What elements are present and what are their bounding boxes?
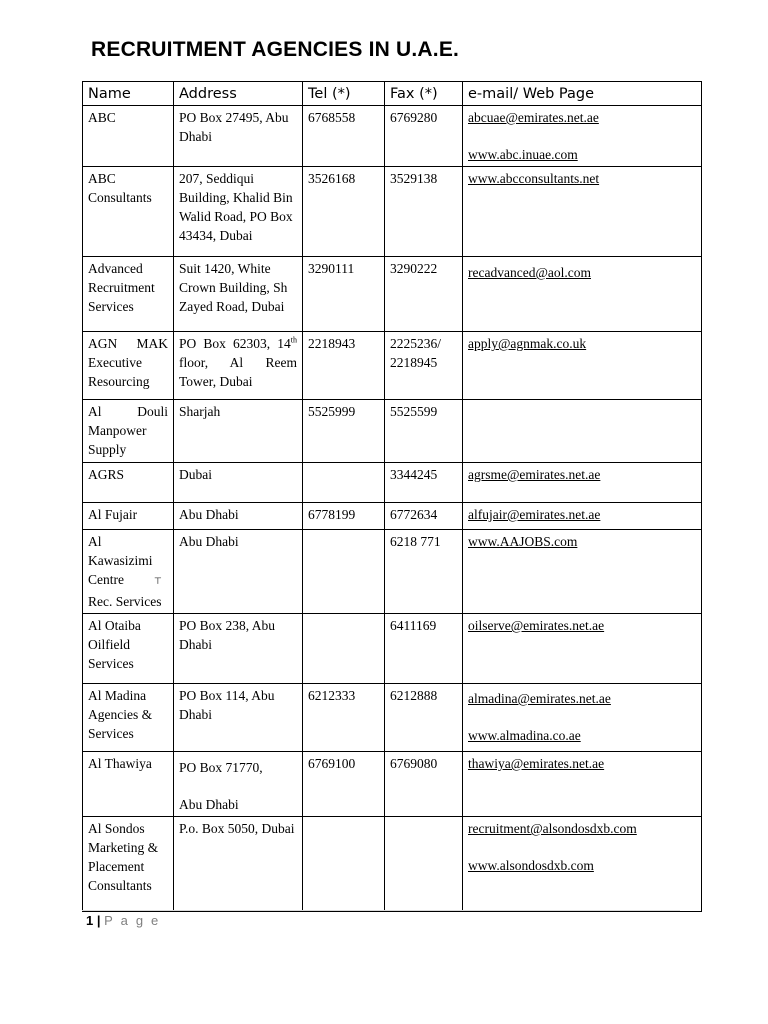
agency-address: PO Box 71770, Abu Dhabi — [174, 752, 303, 817]
agency-name: ABC — [83, 106, 174, 167]
email-link[interactable]: alfujair@emirates.net.ae — [468, 507, 601, 522]
table-row — [83, 332, 702, 400]
table-row — [83, 400, 702, 463]
agency-fax: 6772634 — [385, 503, 463, 530]
agency-web — [463, 257, 702, 332]
table-row — [83, 167, 702, 257]
page-separator: | — [96, 913, 101, 928]
agency-tel — [303, 817, 385, 912]
email-link[interactable]: recruitment@alsondosdxb.com — [468, 821, 637, 836]
agency-web — [463, 752, 702, 817]
agency-fax: 6411169 — [385, 614, 463, 684]
agency-name: Al Thawiya — [83, 752, 174, 817]
agency-fax: 6218 771 — [385, 530, 463, 614]
email-link[interactable]: agrsme@emirates.net.ae — [468, 467, 601, 482]
agency-web — [463, 400, 702, 463]
agency-fax — [385, 817, 463, 912]
footer-divider — [82, 910, 680, 911]
agency-address: Sharjah — [174, 400, 303, 463]
email-link[interactable]: apply@agnmak.co.uk — [468, 336, 587, 351]
agency-name: Al Kawasizimi Centre ⊤ Rec. Services — [83, 530, 174, 614]
agency-address: PO Box 62303, 14th floor, Al Reem Tower, Dubai — [174, 332, 303, 400]
table-row — [83, 614, 702, 684]
agency-name: Al Madina Agencies & Services — [83, 684, 174, 752]
header-address: Address — [174, 82, 303, 106]
email-link[interactable]: oilserve@emirates.net.ae — [468, 618, 605, 633]
table-row — [83, 463, 702, 503]
agency-tel: 6778199 — [303, 503, 385, 530]
page-label: P a g e — [104, 913, 161, 928]
agency-web — [463, 463, 702, 503]
page-footer — [86, 913, 161, 928]
agency-name: Al Fujair — [83, 503, 174, 530]
agency-address: Dubai — [174, 463, 303, 503]
agency-address: Suit 1420, White Crown Building, Sh Zayed Road, Dubai — [174, 257, 303, 332]
agency-web — [463, 167, 702, 257]
agency-address: Abu Dhabi — [174, 503, 303, 530]
web-link[interactable]: www.abc.inuae.com — [468, 147, 578, 162]
agency-address: PO Box 27495, Abu Dhabi — [174, 106, 303, 167]
agency-address: PO Box 238, Abu Dhabi — [174, 614, 303, 684]
agency-fax: 3344245 — [385, 463, 463, 503]
email-link[interactable]: recadvanced@aol.com — [468, 265, 591, 280]
agency-tel: 6769100 — [303, 752, 385, 817]
agency-web — [463, 530, 702, 614]
email-link[interactable]: almadina@emirates.net.ae — [468, 691, 611, 706]
agency-tel — [303, 463, 385, 503]
agency-tel: 3526168 — [303, 167, 385, 257]
page-title: RECRUITMENT AGENCIES IN U.A.E. — [91, 38, 460, 61]
agency-address: Abu Dhabi — [174, 530, 303, 614]
agency-web — [463, 106, 702, 167]
table-row — [83, 684, 702, 752]
agency-name: Al Sondos Marketing & Placement Consultants — [83, 817, 174, 912]
agency-address: P.o. Box 5050, Dubai — [174, 817, 303, 912]
agency-address: 207, Seddiqui Building, Khalid Bin Walid Road, PO Box 43434, Dubai — [174, 167, 303, 257]
agency-name: AGN MAK Executive Resourcing — [83, 332, 174, 400]
agency-tel: 6768558 — [303, 106, 385, 167]
stray-mark: ⊤ — [154, 577, 162, 587]
table-row — [83, 257, 702, 332]
agency-tel: 2218943 — [303, 332, 385, 400]
agency-fax: 3290222 — [385, 257, 463, 332]
agency-fax: 2225236/ 2218945 — [385, 332, 463, 400]
agency-web — [463, 817, 702, 912]
header-email-web: e-mail/ Web Page — [463, 82, 702, 106]
agency-tel: 6212333 — [303, 684, 385, 752]
agency-name: ABC Consultants — [83, 167, 174, 257]
agencies-table — [82, 81, 702, 912]
agency-tel — [303, 530, 385, 614]
agency-web — [463, 684, 702, 752]
table-row — [83, 817, 702, 912]
agency-tel: 3290111 — [303, 257, 385, 332]
agency-name: AGRS — [83, 463, 174, 503]
agency-fax: 6769080 — [385, 752, 463, 817]
agency-name: Al Otaiba Oilfield Services — [83, 614, 174, 684]
agency-fax: 6212888 — [385, 684, 463, 752]
agency-web — [463, 614, 702, 684]
header-name: Name — [83, 82, 174, 106]
agency-web — [463, 503, 702, 530]
email-link[interactable]: thawiya@emirates.net.ae — [468, 756, 605, 771]
agency-name: Al Douli Manpower Supply — [83, 400, 174, 463]
agency-fax: 6769280 — [385, 106, 463, 167]
page-number: 1 — [86, 913, 94, 928]
web-link[interactable]: www.abcconsultants.net — [468, 171, 600, 186]
web-link[interactable]: www.AAJOBS.com — [468, 534, 578, 549]
agency-address: PO Box 114, Abu Dhabi — [174, 684, 303, 752]
table-row — [83, 752, 702, 817]
table-row — [83, 106, 702, 167]
agency-tel: 5525999 — [303, 400, 385, 463]
header-fax: Fax (*) — [385, 82, 463, 106]
agency-name: Advanced Recruitment Services — [83, 257, 174, 332]
table-header-row — [83, 82, 702, 106]
email-link[interactable]: abcuae@emirates.net.ae — [468, 110, 599, 125]
table-row — [83, 503, 702, 530]
web-link[interactable]: www.almadina.co.ae — [468, 728, 581, 743]
web-link[interactable]: www.alsondosdxb.com — [468, 858, 594, 873]
agency-fax: 5525599 — [385, 400, 463, 463]
header-tel: Tel (*) — [303, 82, 385, 106]
agency-fax: 3529138 — [385, 167, 463, 257]
agency-tel — [303, 614, 385, 684]
agency-web — [463, 332, 702, 400]
table-row — [83, 530, 702, 614]
